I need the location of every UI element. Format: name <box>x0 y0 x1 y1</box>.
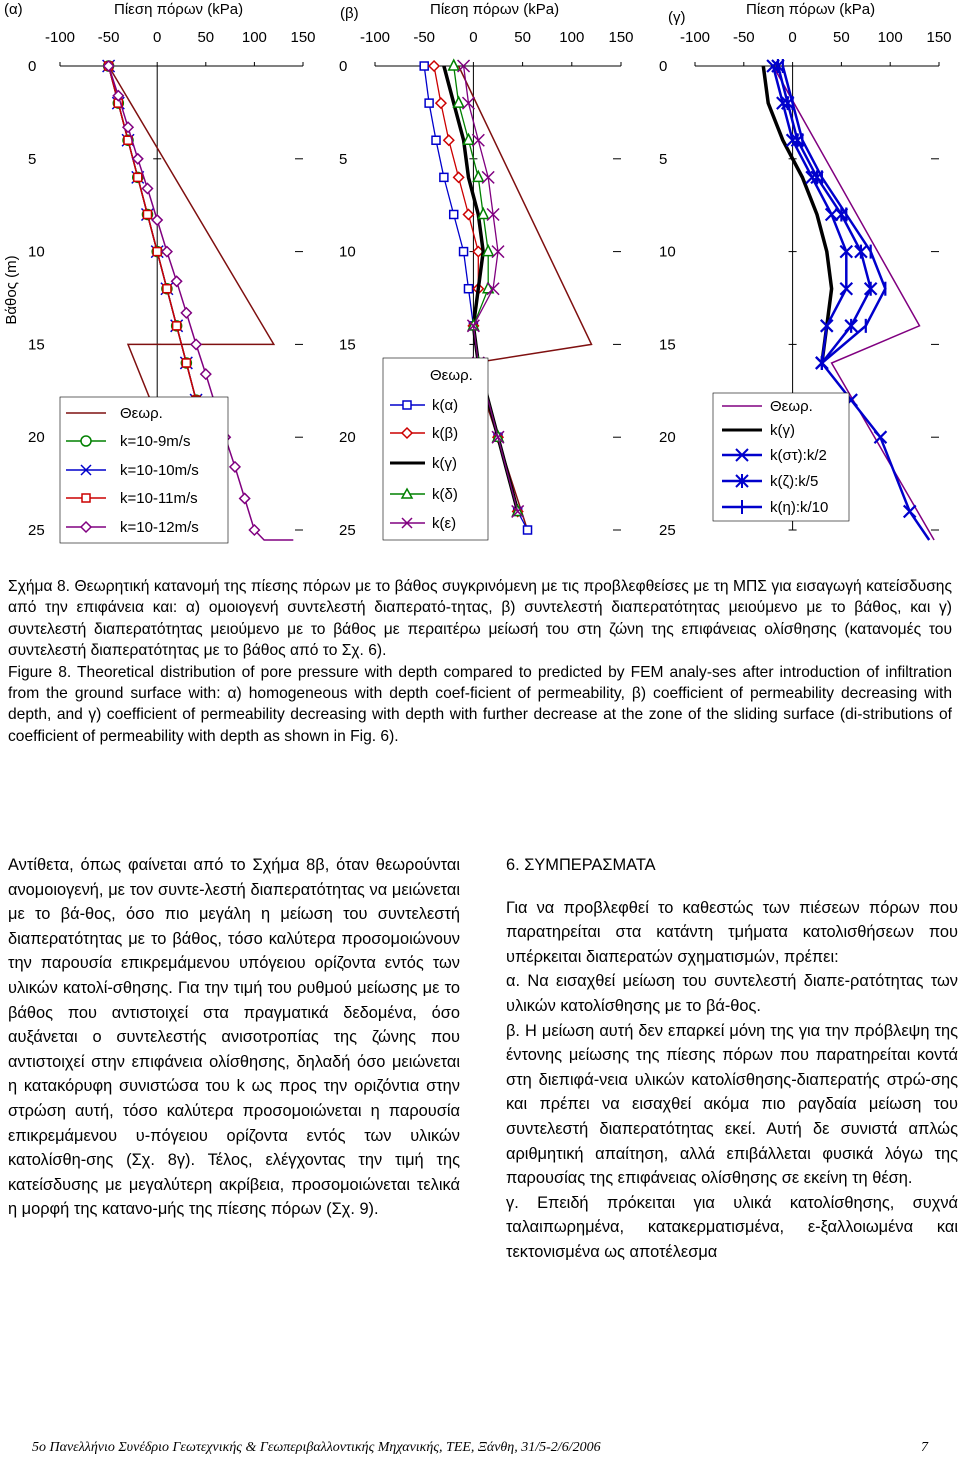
legend-a-3: k=10-11m/s <box>120 490 198 507</box>
data-point <box>440 173 448 181</box>
y-tick-label: 25 <box>659 522 676 539</box>
legend-b-1: k(α) <box>432 397 459 414</box>
data-point <box>173 322 181 330</box>
x-tick-label: 150 <box>608 29 634 46</box>
data-point <box>463 209 473 219</box>
legend-a-0: Θεωρ. <box>120 405 163 422</box>
data-point <box>449 60 459 70</box>
data-point <box>134 173 142 181</box>
data-point <box>444 135 454 145</box>
data-point <box>524 526 532 534</box>
panel-a-title: Πίεση πόρων (kPa) <box>114 1 244 18</box>
data-point <box>472 134 484 146</box>
data-point <box>450 210 458 218</box>
y-axis-label: Βάθος (m) <box>3 255 20 325</box>
x-tick-label: 100 <box>877 29 903 46</box>
y-tick-label: 5 <box>659 150 668 168</box>
legend-a-1: k=10-9m/s <box>120 433 191 450</box>
legend-a-2: k=10-10m/s <box>120 462 199 479</box>
x-tick-label: 50 <box>197 29 215 46</box>
page-footer <box>32 1440 928 1456</box>
y-tick-label: 15 <box>659 336 676 354</box>
conclusions-intro: Για να προβλεφθεί το καθεστώς των πιέσεων πόρων που παρατηρείται στα κατάντη τμήματα κατολισθήσεων που υπέρκειται διαπερατών σχηματισμών, πρέπει: <box>506 898 958 966</box>
legend-a-4: k=10-12m/s <box>120 519 199 536</box>
x-tick-label: 150 <box>290 29 316 46</box>
legend-b-3: k(γ) <box>432 455 457 472</box>
data-point <box>436 98 446 108</box>
data-point <box>865 282 877 296</box>
data-point <box>143 210 151 218</box>
y-tick-label: 20 <box>659 429 676 447</box>
y-tick-label: 10 <box>659 243 676 261</box>
panel-a-label: (α) <box>4 1 23 18</box>
data-point <box>460 248 468 256</box>
x-tick-label: -50 <box>97 29 120 46</box>
panel-c-label: (γ) <box>668 9 686 26</box>
x-tick-label: 50 <box>833 29 850 46</box>
data-point <box>432 136 440 144</box>
legend-b-5: k(ε) <box>432 515 457 532</box>
data-point <box>454 172 464 182</box>
legend-c-2: k(στ):k/2 <box>770 447 827 464</box>
x-tick-label: -50 <box>413 29 436 46</box>
panel-c-title: Πίεση πόρων (kPa) <box>746 1 876 18</box>
legend-b-0: Θεωρ. <box>430 367 473 384</box>
y-tick-label: 0 <box>339 58 348 75</box>
legend-c-3: k(ζ):k/5 <box>770 473 819 490</box>
x-tick-label: 100 <box>559 29 585 46</box>
left-column-text: Αντίθετα, όπως φαίνεται από το Σχήμα 8β, όταν θεωρούνται ανομοιογενή, με τον συντε-λεστή διαπερατότητας να μειώνεται με το βά-θος, όσο πιο μεγάλη η μείωση του συντελεστή διαπερατότητας με το βάθος, τόσο καλύτερα προσομοιώνουν την παρουσία επικρεμάμενου υπόγειου ορίζοντα εντός των υλικών κατολί-σθησης. Για την τιμή του ρυθμού μείωσης με το βάθος που αντιστοιχεί στα πραγματικά δεδομένα, όσο αυξάνεται ο συντελεστής ανισοτροπίας της ζώνης που αντιστοιχεί στην επιφάνεια ολίσθησης, δηλαδή όσο μειώνεται η κατακόρυφη συνιστώσα του k ως προς την οριζόντια στην στρώση αυτή, τόσο καλύτερα προσομοιώνεται η παρουσία επικρεμάμενου υ-πόγειου ορίζοντα εντός των υλικών κατολίσθη-σης (Σχ. 8γ). Τέλος, ελέγχοντας την τιμή της κατείσδυσης με μεγαλύτερη ακρίβεια, προσομοιώνεται τελικά η μορφή της κατανο-μής της πίεσης πόρων (Σχ. 9). <box>8 856 460 1219</box>
y-tick-label: 10 <box>28 243 45 261</box>
data-point <box>464 285 472 293</box>
section-heading: 6. ΣΥΜΠΕΡΑΣΜΑΤΑ <box>506 856 656 874</box>
left-column <box>8 853 460 1222</box>
conclusion-c: γ. Επειδή πρόκειται για υλικά κατολίσθησης, συχνά ταλαιπωρημένα, κατακερματισμένα, ε-ξαλλοιωμένα και τεκτονισμένα ως αποτέλεσμα <box>506 1193 958 1261</box>
data-point <box>904 505 916 517</box>
data-point <box>142 183 152 193</box>
data-point <box>162 247 172 257</box>
x-tick-label: 0 <box>788 29 797 46</box>
conclusion-a: α. Να εισαχθεί μείωση του συντελεστή διαπε-ρατότητας των υλικών κατολίσθησης με το βά-θος. <box>506 972 958 1015</box>
y-tick-label: 0 <box>659 58 668 75</box>
figure-caption <box>8 576 952 747</box>
legend-c-1: k(γ) <box>770 422 795 439</box>
panel-b-label: (β) <box>340 5 359 22</box>
panel-c-legend <box>713 393 849 521</box>
data-point <box>181 308 191 318</box>
caption-greek: Σχήμα 8. Θεωρητική κατανομή της πίεσης πόρων με το βάθος συγκρινόμενη με τις προβλεφθείσες με τη ΜΠΣ για εισαγωγή κατείσδυσης από την επιφάνεια και: α) ομοιογενή συντελεστή διαπερατό-τητας, β) συντελεστή διαπερατότητας μειούμενο με το βάθος, και γ) συντελεστή διαπερατότητας μειούμενο με το βάθος με περαιτέρω μείωσή του στη ζώνη της επιφάνειας ολίσθησης (κατανομές του συντελεστή διαπερατότητας με το βάθος από το Σχ. 6). <box>8 578 952 660</box>
data-point <box>240 493 250 503</box>
legend-b-2: k(β) <box>432 425 459 442</box>
data-point <box>425 99 433 107</box>
y-tick-label: 25 <box>339 522 356 539</box>
data-point <box>874 431 886 443</box>
data-point <box>172 276 182 286</box>
x-tick-label: -50 <box>732 29 755 46</box>
data-point <box>201 369 211 379</box>
data-point <box>123 122 133 132</box>
data-point <box>420 62 428 70</box>
conclusion-b: β. Η μείωση αυτή δεν επαρκεί μόνη της για την πρόβλεψη της έντονης μείωσης της πίεσης πόρων που παρατηρείται κοντά στη διεπιφά-νεια υλικών κατολίσθησης-διαπερατής στρώ-σης και πρέπει να εισαχθεί ακόμα πιο ραγδαία μείωση του συντελεστή διαπερατότητας εκεί. Αυτή δε συνιστά απλώς αριθμητική απαίτηση, αλλά επιβάλλεται φυσικά λόγω της παρουσίας της επιφάνειας ολίσθησης σε εκείνη τη θέση. <box>506 1021 958 1188</box>
panel-b-legend <box>383 358 488 540</box>
y-tick-label: 5 <box>339 150 348 168</box>
data-point <box>429 61 439 71</box>
data-point <box>855 245 867 259</box>
figure-8 <box>0 0 960 548</box>
x-tick-label: 0 <box>469 29 478 46</box>
y-tick-label: 15 <box>28 336 45 354</box>
y-tick-label: 15 <box>339 336 356 354</box>
legend-b-4: k(δ) <box>432 486 458 503</box>
footer-text: 5o Πανελλήνιο Συνέδριο Γεωτεχνικής & Γεωπεριβαλλοντικής Μηχανικής, ΤΕΕ, Ξάνθη, 31/5-2/6/2006 <box>32 1440 601 1455</box>
y-tick-label: 0 <box>28 58 37 75</box>
legend-c-4: k(η):k/10 <box>770 499 829 516</box>
page-number: 7 <box>921 1440 928 1455</box>
y-tick-label: 10 <box>339 243 356 261</box>
y-tick-label: 20 <box>339 429 356 447</box>
legend-c-0: Θεωρ. <box>770 398 813 415</box>
data-point <box>191 339 201 349</box>
caption-english: Figure 8. Theoretical distribution of pore pressure with depth compared to predicted by FEM analy-ses after introduction of infiltration from the ground surface with: α) homogeneous with depth coef-ficient of permeability, β) coefficient of permeability decreasing with depth, and γ) coefficient of permeability decreasing with depth with further decrease at the zone of the sliding surface (di-stributions of coefficient of permeability with depth as shown in Fig. 6). <box>8 663 952 745</box>
data-point <box>163 285 171 293</box>
x-tick-label: 0 <box>153 29 162 46</box>
x-tick-label: -100 <box>679 29 711 46</box>
y-tick-label: 5 <box>28 150 37 168</box>
x-tick-label: -100 <box>359 29 391 46</box>
x-tick-label: -100 <box>44 29 76 46</box>
data-point <box>845 319 857 333</box>
data-point <box>182 359 190 367</box>
x-tick-label: 150 <box>926 29 952 46</box>
panel-a-legend <box>60 397 228 543</box>
x-tick-label: 50 <box>514 29 531 46</box>
data-point <box>153 248 161 256</box>
data-point <box>473 171 483 181</box>
data-point <box>230 462 240 472</box>
panel-b-title: Πίεση πόρων (kPa) <box>430 1 560 18</box>
x-tick-label: 100 <box>241 29 267 46</box>
y-tick-label: 25 <box>28 522 45 539</box>
right-column <box>506 853 958 1265</box>
data-point <box>152 215 162 225</box>
y-tick-label: 20 <box>28 429 45 447</box>
